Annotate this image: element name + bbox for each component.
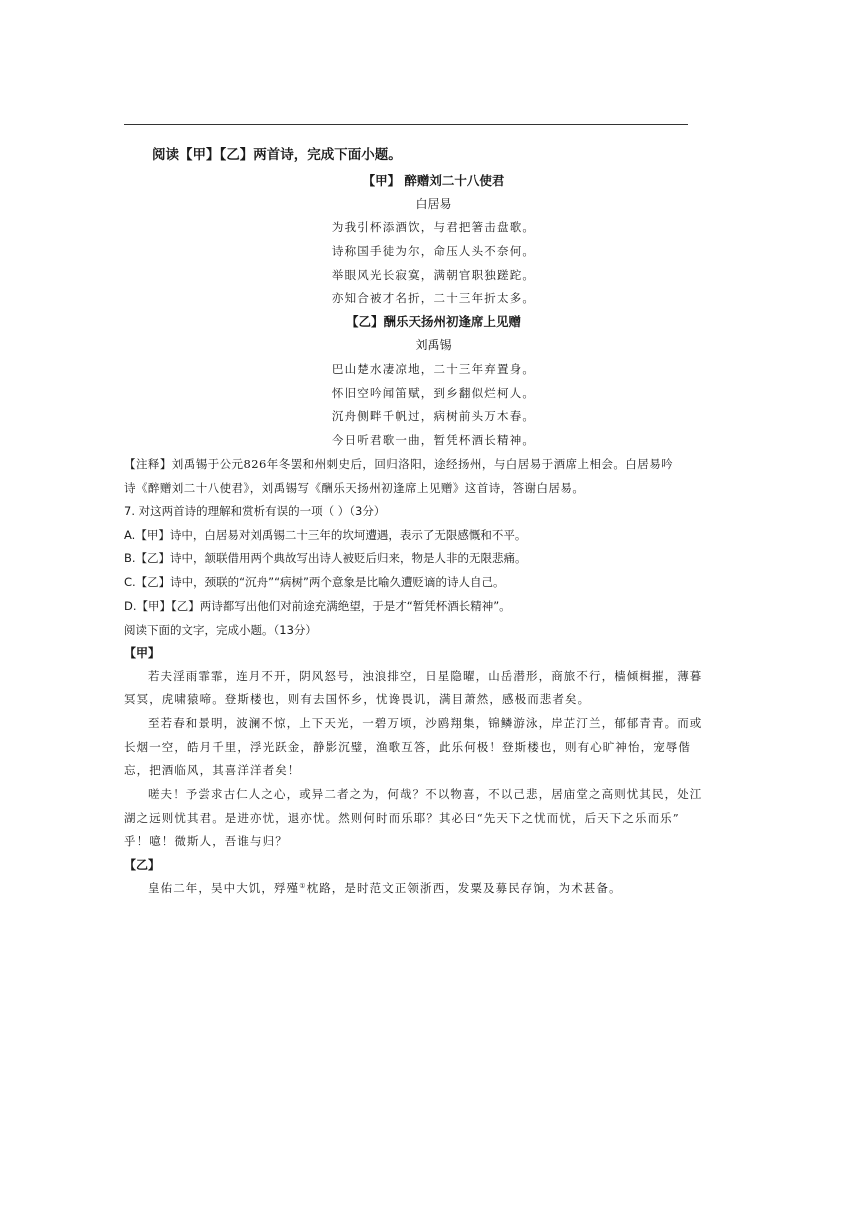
poem-a-line: 为我引杯添酒饮，与君把箸击盘歌。 — [331, 220, 536, 234]
passage-a-line: 乎！噫！微斯人，吾谁与归？ — [124, 834, 288, 848]
question-7-option-d: D.【甲】【乙】两诗都写出他们对前途充满绝望，于是才“暂凭杯酒长精神”。 — [124, 599, 511, 613]
reading-instruction: 阅读下面的文字，完成小题。（13分） — [124, 623, 317, 637]
poem-b-line: 巴山楚水凄凉地，二十三年弃置身。 — [331, 362, 536, 376]
poem-a-author: 白居易 — [415, 197, 452, 211]
poem-a-line: 亦知合被才名折，二十三年折太多。 — [331, 291, 536, 305]
poem-b-title: 【乙】酬乐天扬州初逢席上见赠 — [345, 314, 521, 329]
poem-instruction: 阅读【甲】【乙】两首诗，完成下面小题。 — [152, 147, 402, 163]
passage-a-line: 若夫淫雨霏霏，连月不开，阴风怒号，浊浪排空，日星隐曜，山岳潜形，商旅不行，樯倾楫摧，薄暮 — [148, 669, 703, 683]
passage-a-line: 忘，把酒临风，其喜洋洋者矣！ — [124, 763, 301, 777]
question-7-option-b: B.【乙】诗中，颔联借用两个典故写出诗人被贬后归来，物是人非的无限悲痛。 — [124, 551, 527, 565]
passage-a-line: 冥冥，虎啸猿啼。登斯楼也，则有去国怀乡，忧谗畏讥，满目萧然，感极而悲者矣。 — [124, 692, 591, 706]
note-line: 【注释】刘禹锡于公元826年冬罢和州刺史后，回归洛阳，途经扬州，与白居易于酒席上相会。白居易吟 — [124, 457, 674, 471]
footnote-marker: ① — [299, 882, 307, 890]
question-7-option-c: C.【乙】诗中，颈联的“沉舟”“病树”两个意象是比喻久遭贬谪的诗人自己。 — [124, 575, 505, 589]
poem-a-line: 举眼风光长寂寞，满朝官职独蹉跎。 — [331, 268, 536, 282]
poem-a-line: 诗称国手徒为尔，命压人头不奈何。 — [331, 244, 536, 258]
passage-a-line: 长烟一空，皓月千里，浮光跃金，静影沉璧，渔歌互答，此乐何极！登斯楼也，则有心旷神怡，宠辱偕 — [124, 740, 691, 754]
poem-b-line: 怀旧空吟闻笛赋，到乡翻似烂柯人。 — [331, 386, 536, 400]
reading-label-b: 【乙】 — [124, 858, 161, 872]
poem-b-author: 刘禹锡 — [415, 338, 452, 352]
note-line: 诗《醉赠刘二十八使君》，刘禹锡写《酬乐天扬州初逢席上见赠》这首诗，答谢白居易。 — [124, 481, 585, 495]
passage-a-line: 湖之远则忧其君。是进亦忧，退亦忧。然则何时而乐耶？其必曰“先天下之忧而忧，后天下之乐而乐” — [124, 811, 680, 825]
question-7-stem: 7. 对这两首诗的理解和赏析有误的一项（ ）（3分） — [124, 504, 386, 518]
passage-a-line: 至若春和景明，波澜不惊，上下天光，一碧万顷，沙鸥翔集，锦鳞游泳，岸芷汀兰，郁郁青青。而或 — [148, 716, 703, 730]
poem-a-title: 【甲】 醉赠刘二十八使君 — [362, 173, 505, 188]
question-7-option-a: A.【甲】诗中，白居易对刘禹锡二十三年的坎坷遭遇，表示了无限感慨和不平。 — [124, 528, 527, 542]
reading-label-a: 【甲】 — [124, 646, 161, 660]
poem-b-line: 沉舟侧畔千帆过，病树前头万木春。 — [331, 409, 536, 423]
header-rule — [124, 124, 688, 125]
passage-a-line: 嗟夫！予尝求古仁人之心，或异二者之为，何哉？不以物喜，不以己悲，居庙堂之高则忧其民，处江 — [148, 787, 703, 801]
poem-b-line: 今日听君歌一曲，暂凭杯酒长精神。 — [331, 433, 536, 447]
passage-b-line: 皇佑二年，吴中大饥，殍殣①枕路，是时范文正领浙西，发粟及募民存饷，为术甚备。 — [148, 881, 622, 895]
